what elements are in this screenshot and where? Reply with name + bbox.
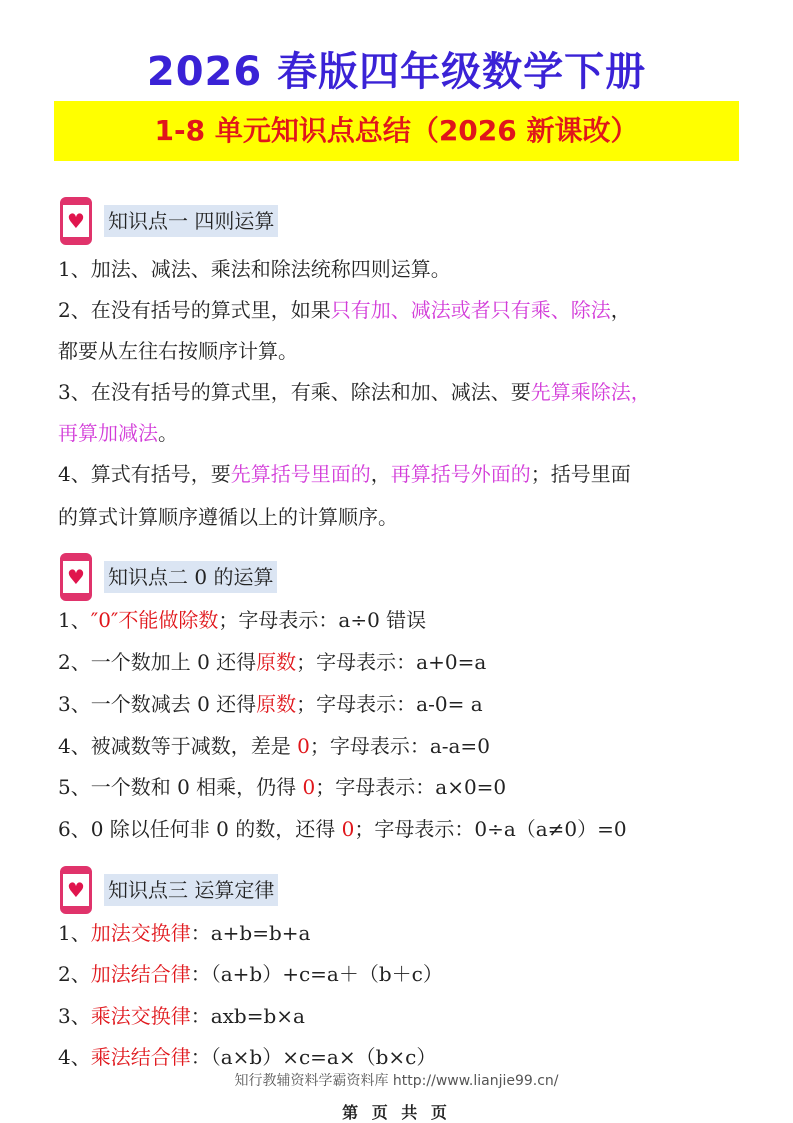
body-text: ；字母表示：0÷a（a≠0）=0 (354, 817, 627, 841)
body-text: ：（a+b）+c=a＋（b＋c） (190, 962, 443, 986)
body-text: 2、在没有括号的算式里，如果 (58, 298, 331, 322)
page-title: 2026 春版四年级数学下册 (146, 49, 647, 95)
body-text: 4、被减数等于减数，差是 (58, 734, 298, 758)
body-text: 都要从左往右按顺序计算。 (58, 339, 298, 363)
text-line (58, 420, 748, 446)
text-line (58, 338, 748, 364)
text-line (58, 1044, 748, 1070)
highlight-text: 乘法结合律 (90, 1045, 191, 1069)
body-text: ；字母表示：a÷0 错误 (218, 608, 427, 632)
body-text: ：a+b=b+a (190, 921, 311, 945)
body-text: 5、一个数和 0 相乘，仍得 (58, 775, 303, 799)
body-text: 3、在没有括号的算式里，有乘、除法和加、减法、要 (58, 380, 531, 404)
heart-icon: ♥ (67, 878, 85, 902)
highlight-text: 只有加、减法或者只有乘、除法 (330, 298, 611, 322)
section-title: 知识点三 运算定律 (104, 874, 278, 906)
body-text: ；括号里面 (530, 462, 631, 486)
highlight-text: 乘法交换律 (90, 1004, 191, 1028)
body-text: 6、0 除以任何非 0 的数，还得 (58, 817, 342, 841)
text-line (58, 504, 748, 530)
text-line (58, 461, 748, 487)
highlight-text: ″0″不能做除数 (90, 608, 219, 632)
section-title: 知识点一 四则运算 (104, 205, 278, 237)
footer-site: 知行教辅资料学霸资料库 http://www.lianjie99.cn/ (234, 1073, 559, 1089)
body-text: 3、一个数减去 0 还得 (58, 692, 257, 716)
body-text: 4、 (58, 1045, 91, 1069)
text-line (58, 920, 748, 946)
body-text: 。 (158, 421, 178, 445)
text-line (58, 1003, 748, 1029)
section-title: 知识点二 0 的运算 (104, 561, 277, 593)
body-text: 1、 (58, 608, 91, 632)
highlight-text: 原数 (256, 650, 297, 674)
highlight-text: 0 (302, 775, 316, 799)
highlight-text: 加法结合律 (90, 962, 191, 986)
text-line (58, 379, 748, 405)
highlight-text: 先算乘除法， (530, 380, 651, 404)
text-line (58, 816, 748, 842)
highlight-text: 再算加减法 (58, 421, 158, 445)
body-text: ， (610, 298, 631, 322)
body-text: ；字母表示：a-a=0 (309, 734, 490, 758)
phone-heart-icon (60, 553, 92, 601)
body-text: ， (370, 462, 391, 486)
heart-icon: ♥ (67, 209, 85, 233)
highlight-text: 原数 (256, 692, 297, 716)
phone-heart-icon (60, 197, 92, 245)
body-text: ：（a×b）×c=a×（b×c） (190, 1045, 437, 1069)
body-text: ；字母表示：a-0= a (296, 692, 483, 716)
body-text: 2、 (58, 962, 91, 986)
footer-page-number: 第 页 共 页 (342, 1103, 451, 1122)
text-line (58, 649, 748, 675)
text-line (58, 733, 748, 759)
phone-heart-icon (60, 866, 92, 914)
body-text: 4、算式有括号，要 (58, 462, 231, 486)
body-text: 1、加法、减法、乘法和除法统称四则运算。 (58, 257, 451, 281)
body-text: 3、 (58, 1004, 91, 1028)
subtitle-banner: 1-8 单元知识点总结（2026 新课改） (54, 101, 739, 161)
highlight-text: 再算括号外面的 (390, 462, 531, 486)
body-text: ；字母表示：a+0=a (296, 650, 487, 674)
body-text: 1、 (58, 921, 91, 945)
highlight-text: 先算括号里面的 (230, 462, 371, 486)
text-line (58, 256, 748, 282)
body-text: 的算式计算顺序遵循以上的计算顺序。 (58, 505, 398, 529)
text-line (58, 961, 748, 987)
body-text: 2、一个数加上 0 还得 (58, 650, 257, 674)
highlight-text: 0 (297, 734, 310, 758)
highlight-text: 0 (341, 817, 355, 841)
highlight-text: 加法交换律 (90, 921, 191, 945)
text-line (58, 607, 748, 633)
body-text: ；字母表示：a×0=0 (315, 775, 507, 799)
text-line (58, 691, 748, 717)
heart-icon: ♥ (67, 565, 85, 589)
body-text: ：axb=b×a (190, 1004, 305, 1028)
text-line (58, 297, 748, 323)
text-line (58, 774, 748, 800)
